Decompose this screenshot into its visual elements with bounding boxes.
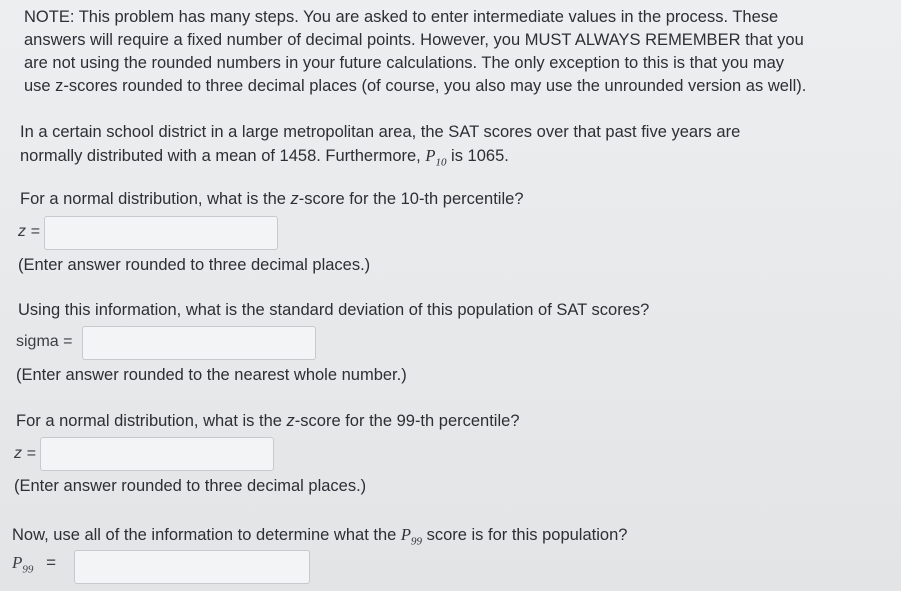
q3-hint: (Enter answer rounded to three decimal places.) — [14, 477, 367, 495]
question-2-text: Using this information, what is the standard deviation of this population of SAT scores? — [18, 301, 650, 319]
note-line-4: use z-scores rounded to three decimal places (of course, you also may use the unrounded version as well). — [24, 77, 807, 95]
sigma-input[interactable] — [82, 326, 316, 360]
q2-hint: (Enter answer rounded to the nearest whole number.) — [16, 366, 407, 384]
q4-label: $P_{99}$ = — [12, 553, 57, 576]
q3-z-input[interactable] — [40, 437, 274, 471]
p10-symbol: $P_{10}$ — [425, 146, 447, 169]
q2-label: sigma = — [16, 333, 73, 350]
problem-intro — [20, 121, 840, 174]
p99-input[interactable] — [74, 550, 310, 584]
question-1-text: For a normal distribution, what is the z-score for the 10-th percentile? — [20, 190, 524, 208]
question-4-text: Now, use all of the information to determine what the $P_{99}$ score is for this population? — [12, 525, 628, 548]
note-line-1: NOTE: This problem has many steps. You are asked to enter intermediate values in the process. These — [24, 8, 779, 26]
note-paragraph — [24, 6, 874, 98]
p99-symbol: $P_{99}$ — [400, 525, 422, 548]
q3-label: z = — [14, 445, 36, 462]
q1-z-input[interactable] — [44, 216, 278, 250]
q1-label: z = — [18, 223, 40, 240]
q1-hint: (Enter answer rounded to three decimal places.) — [18, 256, 371, 274]
intro-line-1: In a certain school district in a large metropolitan area, the SAT scores over that past five years are — [20, 123, 741, 141]
note-line-3: are not using the rounded numbers in your future calculations. The only exception to this is that you may — [24, 54, 785, 72]
intro-line-2: normally distributed with a mean of 1458. Furthermore, $P_{10}$ is 1065. — [20, 146, 509, 169]
note-line-2: answers will require a fixed number of decimal points. However, you MUST ALWAYS REMEMBER that you — [24, 31, 804, 49]
question-3-text: For a normal distribution, what is the z-score for the 99-th percentile? — [16, 412, 520, 430]
